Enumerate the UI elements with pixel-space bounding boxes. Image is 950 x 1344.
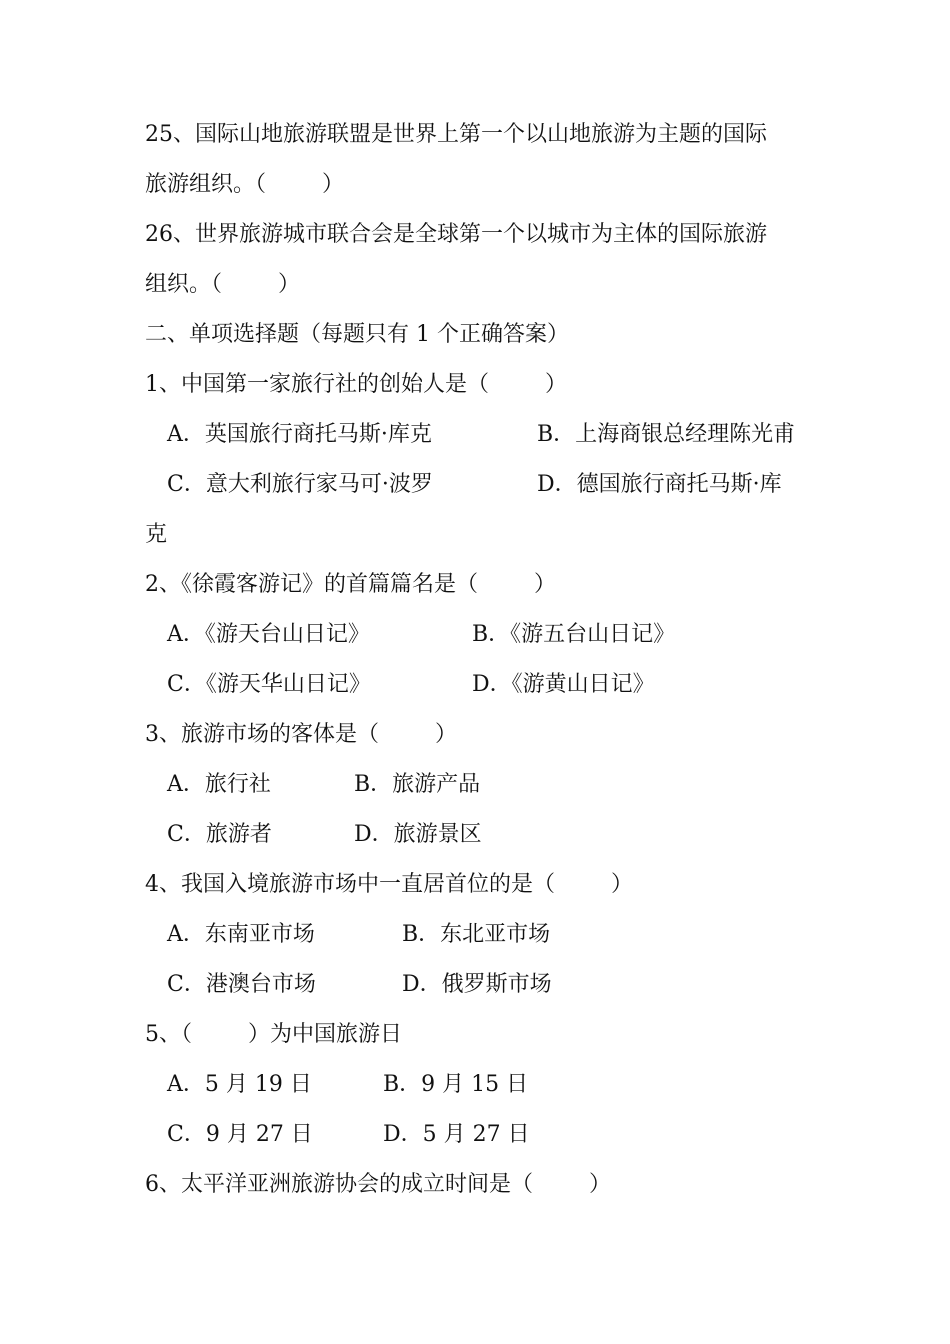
question-5-option-d: D．5 月 27 日 — [383, 1122, 530, 1147]
question-4-option-d: D．俄罗斯市场 — [402, 972, 552, 997]
question-1-option-d-wrap: 克 — [145, 522, 168, 547]
question-4-option-c: C．港澳台市场 — [167, 972, 316, 997]
question-6: 6、太平洋亚洲旅游协会的成立时间是（ ） — [145, 1172, 611, 1197]
question-2-option-c: C．《游天华山日记》 — [167, 672, 371, 697]
question-25-line-1: 25、国际山地旅游联盟是世界上第一个以山地旅游为主题的国际 — [145, 122, 767, 147]
question-2-option-a: A．《游天台山日记》 — [167, 622, 370, 647]
question-3-option-d: D．旅游景区 — [354, 822, 482, 847]
question-4: 4、我国入境旅游市场中一直居首位的是（ ） — [145, 872, 633, 897]
question-1: 1、中国第一家旅行社的创始人是（ ） — [145, 372, 567, 397]
question-3: 3、旅游市场的客体是（ ） — [145, 722, 457, 747]
question-26-line-2: 组织。（ ） — [145, 272, 300, 297]
question-1-option-d: D．德国旅行商托马斯·库 — [537, 472, 782, 497]
question-5-option-c: C．9 月 27 日 — [167, 1122, 313, 1147]
question-2-option-b: B．《游五台山日记》 — [472, 622, 676, 647]
question-26-line-1: 26、世界旅游城市联合会是全球第一个以城市为主体的国际旅游 — [145, 222, 767, 247]
question-3-option-a: A．旅行社 — [167, 772, 271, 797]
question-1-option-b: B．上海商银总经理陈光甫 — [537, 422, 796, 447]
question-2-option-d: D．《游黄山日记》 — [472, 672, 655, 697]
section-2-heading: 二、单项选择题（每题只有 1 个正确答案） — [145, 322, 569, 347]
question-5-option-b: B．9 月 15 日 — [383, 1072, 529, 1097]
question-3-option-b: B．旅游产品 — [354, 772, 481, 797]
question-1-option-a: A．英国旅行商托马斯·库克 — [167, 422, 432, 447]
question-25-line-2: 旅游组织。（ ） — [145, 172, 344, 197]
question-3-option-c: C．旅游者 — [167, 822, 272, 847]
question-4-option-a: A．东南亚市场 — [167, 922, 315, 947]
question-1-option-c: C．意大利旅行家马可·波罗 — [167, 472, 433, 497]
question-5-option-a: A．5 月 19 日 — [167, 1072, 312, 1097]
question-2: 2、《徐霞客游记》的首篇篇名是（ ） — [145, 572, 556, 597]
question-4-option-b: B．东北亚市场 — [402, 922, 551, 947]
question-5: 5、（ ）为中国旅游日 — [145, 1022, 402, 1047]
